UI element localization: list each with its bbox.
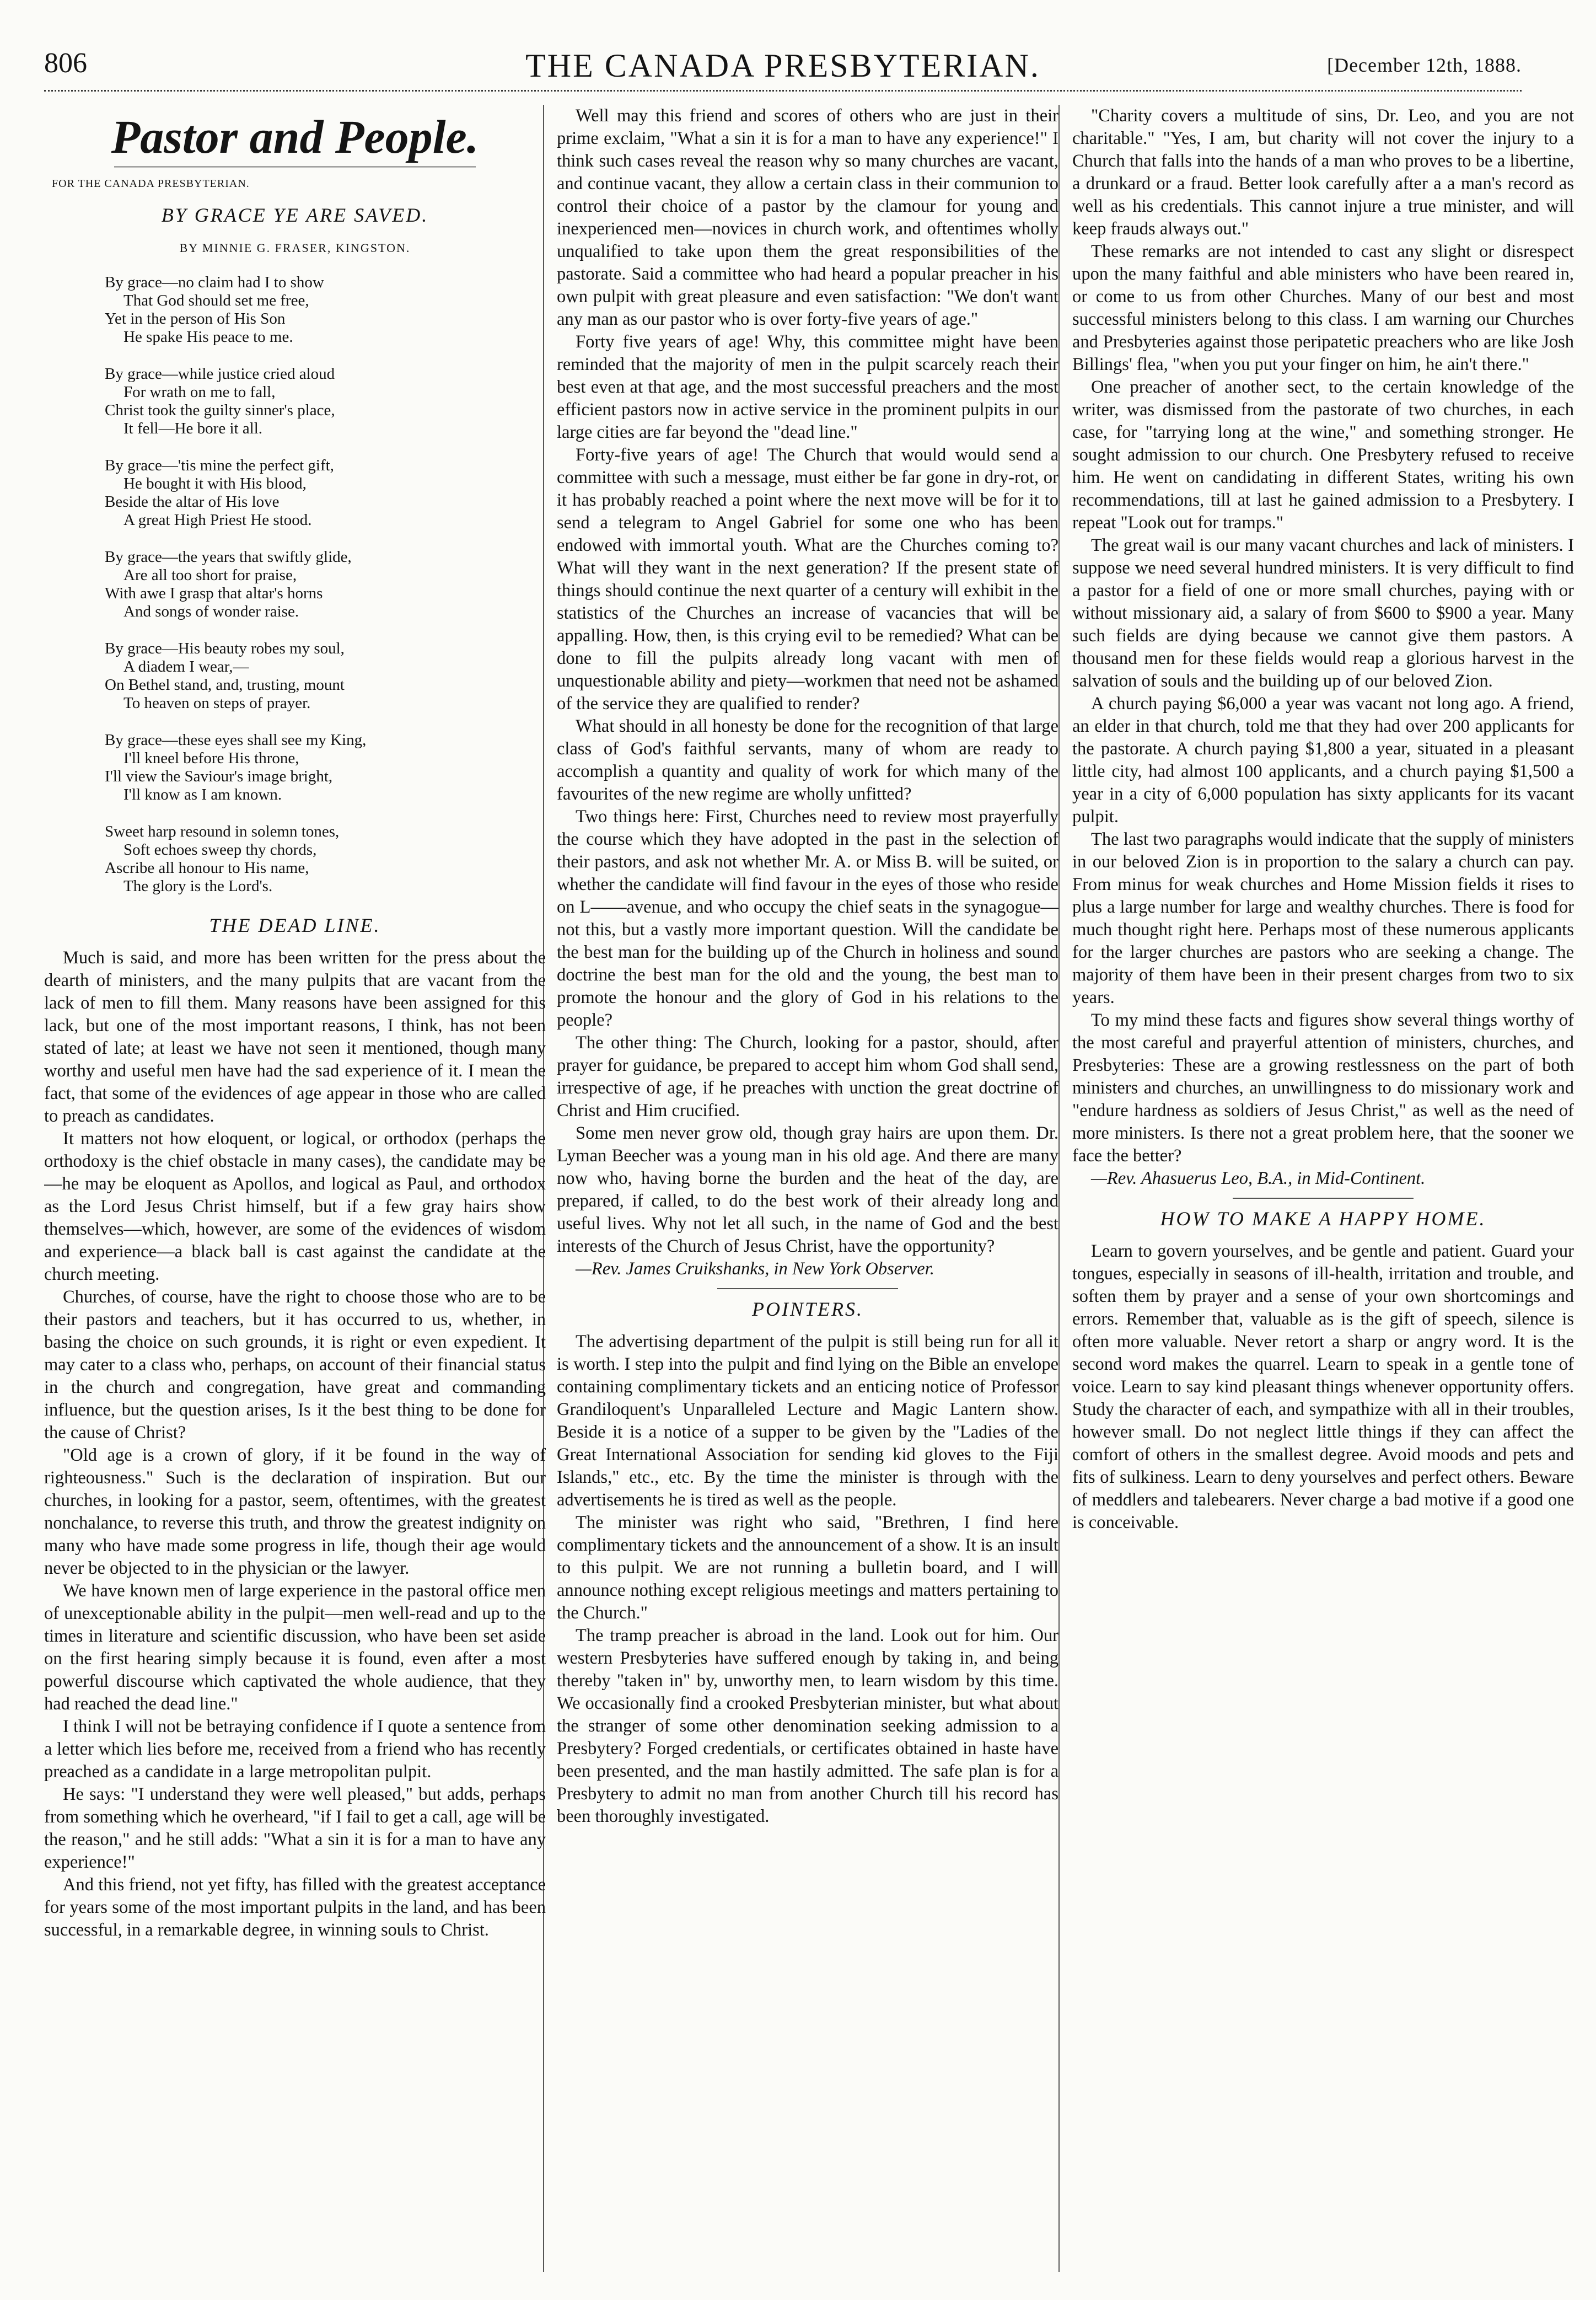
- masthead-title: THE CANADA PRESBYTERIAN.: [525, 47, 1040, 84]
- article-paragraph: To my mind these facts and figures show several things worthy of the most careful and prayerful attention of ministers, churches, and Presbyteries: These are a growing restlessness on the part of both ministers and churches, an unwillingness to do missionary work and "endure hardness as soldiers of Jesus Christ," as well as the need of more ministers. Is there not a great problem here, that the sooner we face the better?: [1072, 1010, 1574, 1166]
- article-paragraph: Learn to govern yourselves, and be gentle and patient. Guard your tongues, especially in seasons of ill-health, irritation and trouble, and soften them by prayer and a sense of your own shortcomings and errors. Remember that, valuable as is the gift of speech, silence is often more valuable. Never retort a sharp or angry word. It is the second word makes the quarrel. Learn to speak in a gentle tone of voice. Learn to say kind pleasant things whenever opportunity offers. Study the character of each, and sympathize with all in their troubles, however small. Do not neglect little things if they can affect the comfort of others in the smallest degree. Avoid moods and pets and fits of sulkiness. Learn to deny yourselves and perfect others. Beware of meddlers and talebearers. Never charge a bad motive if a good one is conceivable.: [1072, 1241, 1574, 1532]
- section-credit: FOR THE CANADA PRESBYTERIAN.: [52, 178, 250, 190]
- poem-line: For wrath on me to fall,: [123, 383, 276, 401]
- poem-line: By grace—these eyes shall see my King,: [105, 731, 367, 749]
- poem-line: He spake His peace to me.: [123, 328, 293, 346]
- poem-line: I'll view the Saviour's image bright,: [105, 768, 333, 785]
- poem-line: Sweet harp resound in solemn tones,: [105, 823, 340, 840]
- article-paragraph: "Charity covers a multitude of sins, Dr. Leo, and you are not charitable." "Yes, I am, but charity will not cover the injury to a Church that falls into the hands of a man who proves to be a libertine, a drunkard or a fraud. Better look carefully after a a man's record as well as his credentials. This cannot injure a true minister, and will keep frauds always out.": [1072, 106, 1574, 239]
- article-paragraph: It matters not how eloquent, or logical, or orthodox (perhaps the orthodoxy is the chief obstacle in many cases), the candidate may be—he may be eloquent as Apollos, and logical as Paul, and orthodox as the Lord Jesus Christ himself, but if a few gray hairs show themselves—which, however, are some of the evidences of wisdom and experience—a black ball is cast against the candidate at the church meeting.: [44, 1129, 546, 1284]
- poem-line: A great High Priest He stood.: [123, 511, 312, 529]
- poem-line: By grace—no claim had I to show: [105, 274, 324, 291]
- page-number: 806: [44, 47, 87, 79]
- poem-line: I'll kneel before His throne,: [123, 749, 299, 767]
- article-title-pointers: POINTERS.: [752, 1298, 863, 1320]
- article-paragraph: He says: "I understand they were well pleased," but adds, perhaps from something which he overheard, "if I fail to get a call, age will be the reason," and he still adds: "What a sin it is for a man to have any experience!": [44, 1784, 546, 1872]
- column-divider: [1058, 105, 1060, 2272]
- poem-stanza: [105, 823, 546, 896]
- poem-author: BY MINNIE G. FRASER, KINGSTON.: [179, 241, 411, 255]
- article-paragraph: "Old age is a crown of glory, if it be found in the way of righteousness." Such is the declaration of inspiration. But our churches, in looking for a pastor, seem, oftentimes, with the greatest nonchalance, to reverse this truth, and throw the greatest indignity on many who have made some progress in life, though their age would never be objected to in the physician or the lawyer.: [44, 1445, 546, 1578]
- column-2: [557, 105, 1058, 2272]
- poem-stanza: [105, 548, 546, 621]
- poem-line: Beside the altar of His love: [105, 493, 280, 511]
- article-paragraph: Some men never grow old, though gray hairs are upon them. Dr. Lyman Beecher was a young man in his old age. And there are many now who, having borne the burden and the heat of the day, are prepared, if called, to do the best work of their already long and useful lives. Why not let all such, in the name of God and the best interests of the Church of Jesus Christ, have the opportunity?: [557, 1123, 1058, 1256]
- poem-stanza: [105, 365, 546, 438]
- poem-line: To heaven on steps of prayer.: [123, 694, 311, 712]
- section-title: Pastor and People.: [111, 110, 479, 163]
- page-header: [44, 47, 1522, 91]
- header-rule: [44, 90, 1522, 92]
- article-paragraph: The advertising department of the pulpit is still being run for all it is worth. I step into the pulpit and find lying on the Bible an envelope containing complimentary tickets and an enticing notice of Professor Grandiloquent's Unparalleled Lecture and Magic Lantern show. Beside it is a notice of a supper to be given by the "Ladies of the Great International Association for sending kid gloves to the Fiji Islands," etc., etc. By the time the minister is through with the advertisements he is tired as well as the people.: [557, 1332, 1058, 1510]
- article-paragraph: A church paying $6,000 a year was vacant not long ago. A friend, an elder in that church, told me that they had over 200 applicants for the pastorate. A church paying $1,800 a year, situated in a pleasant little city, had almost 100 applicants, and a church paying $1,500 a year in a city of 6,000 population has sixty applicants for its vacant pulpit.: [1072, 694, 1574, 827]
- article-paragraph: What should in all honesty be done for the recognition of that large class of God's faithful servants, many of whom are ready to accomplish a quantity and quality of work for which many of the favourites of the new regime are wholly unfitted?: [557, 716, 1058, 804]
- article-paragraph: The last two paragraphs would indicate that the supply of ministers in our beloved Zion is in proportion to the salary a church can pay. From minus for weak churches and Home Mission fields it rises to plus a large number for large and wealthy churches. There is food for much thought right here. Perhaps most of these numerous applicants for the larger churches are pastors who are seeking a change. The majority of them have been in their present charges from two to six years.: [1072, 829, 1574, 1007]
- column-3: [1072, 105, 1574, 2272]
- poem-line: It fell—He bore it all.: [123, 420, 263, 437]
- article-paragraph: Much is said, and more has been written for the press about the dearth of ministers, and the many pulpits that are vacant from the lack of men to fill them. Many reasons have been assigned for this lack, but one of the most important reasons, I think, has not been stated of late; at least we have not seen it mentioned, though many worthy and useful men have had the sad experience of it. I mean the fact, that some of the evidences of age appear in those who are called to preach as candidates.: [44, 948, 546, 1126]
- poem-line: Ascribe all honour to His name,: [105, 859, 309, 877]
- poem-line: That God should set me free,: [123, 292, 309, 309]
- article-title-dead-line: THE DEAD LINE.: [209, 914, 381, 936]
- poem-line: He bought it with His blood,: [123, 475, 307, 492]
- article-paragraph: Forty five years of age! Why, this committee might have been reminded that the majority of men in the pulpit scarcely reach their best even at that age, and the most successful preachers and the most efficient pastors now in active service in the prominent pulpits in our large cities are far beyond the "dead line.": [557, 332, 1058, 442]
- article-paragraph: Churches, of course, have the right to choose those who are to be their pastors and teachers, but it has occurred to us, whether, in basing the choice on such grounds, it is right or even expedient. It may cater to a class who, perhaps, on account of their financial status in the church and congregation, have great and commanding influence, but the question arises, Is it the best thing to be done for the cause of Christ?: [44, 1287, 546, 1443]
- article-divider: [1233, 1198, 1414, 1199]
- poem-line: Soft echoes sweep thy chords,: [123, 841, 317, 859]
- poem-title: BY GRACE YE ARE SAVED.: [161, 204, 429, 226]
- section-rule: [114, 167, 475, 168]
- poem-line: On Bethel stand, and, trusting, mount: [105, 676, 345, 694]
- article-paragraph: Two things here: First, Churches need to review most prayerfully the course which they have adopted in the past in the selection of their pastors, and ask not whether Mr. A. or Miss B. will be suited, or whether the candidate will find favour in the eyes of those who reside on L——avenue, and who occupy the chief seats in the synagogue—not this, but a vastly more important question. Will the candidate be the best man for the building up of the Church in holiness and sound doctrine the best man for the old and the young, the best man to promote the honour and the glory of God in his relations to the people?: [557, 807, 1058, 1030]
- article-paragraph: Forty-five years of age! The Church that would would send a committee with such a message, must either be far gone in dry-rot, or it has probably reached a point where the next move will be for it to send a telegram to Angel Gabriel for some one who has been endowed with immortal youth. What are the Churches coming to? What will they want in the next generation? If the present state of things should continue the next quarter of a century will exhibit in the statistics of the Churches an increase of vacancies that will be appalling. How, then, is this crying evil to be remedied? What can be done to fill the pulpits already long vacant with men of unquestionable ability and piety—workmen that need not be ashamed of the service they are qualified to render?: [557, 445, 1058, 714]
- article-title-happy-home: HOW TO MAKE A HAPPY HOME.: [1160, 1208, 1486, 1230]
- poem-line: By grace—His beauty robes my soul,: [105, 640, 345, 657]
- article-paragraph: These remarks are not intended to cast any slight or disrespect upon the many faithful and able ministers who have been reared in, or come to us from other Churches. Many of our best and most successful ministers belong to this class. I am warning our Churches and Presbyteries against those peripatetic preachers who are like Josh Billings' flea, "when you put your finger on him, he ain't there.": [1072, 242, 1574, 374]
- article-paragraph: The minister was right who said, "Brethren, I find here complimentary tickets and the announcement of a show. It is an insult to this pulpit. We are not running a bulletin board, and I will announce nothing except religious meetings and matters pertaining to the Church.": [557, 1513, 1058, 1623]
- article-paragraph: The other thing: The Church, looking for a pastor, should, after prayer for guidance, be prepared to accept him whom God shall send, irrespective of age, if he preaches with unction the great doctrine of Christ and Him crucified.: [557, 1033, 1058, 1120]
- poem-line: Yet in the person of His Son: [105, 310, 286, 328]
- article-paragraph: We have known men of large experience in the pastoral office men of unexceptionable ability in the pulpit—men well-read and up to the times in literature and scientific discussion, who have been set aside on the first hearing simply because it is found, even after a most powerful discourse which captivated the whole audience, that they had reached the dead line.": [44, 1581, 546, 1714]
- poem-line: And songs of wonder raise.: [123, 603, 299, 620]
- poem-line: By grace—the years that swiftly glide,: [105, 548, 352, 566]
- article-paragraph: Well may this friend and scores of others who are just in their prime exclaim, "What a sin it is for a man to have any experience!" I think such cases reveal the reason why so many churches are vacant, and continue vacant, they allow a certain class in their communion to control their choice of a pastor by the clamour for young and inexperienced men—novices in church work, and oftentimes wholly unqualified to take upon them the great responsibilities of the pastorate. Said a committee who had heard a popular preacher in his own pulpit with great pleasure and even satisfaction: "We don't want any man as our pastor who is over forty-five years of age.": [557, 106, 1058, 329]
- article-paragraph: One preacher of another sect, to the certain knowledge of the writer, was dismissed from the pastorate of two churches, in each case, for "tarrying long at the wine," and something stronger. He sought admission to our church. One Presbytery refused to receive him. He went on candidating in different States, writing his own recommendations, till at last he gained admission to a Presbytery. I repeat "Look out for tramps.": [1072, 377, 1574, 533]
- poem-line: I'll know as I am known.: [123, 786, 282, 803]
- poem-line: Are all too short for praise,: [123, 566, 297, 584]
- poem-line: With awe I grasp that altar's horns: [105, 585, 323, 602]
- poem-line: By grace—while justice cried aloud: [105, 365, 335, 383]
- poem-line: By grace—'tis mine the perfect gift,: [105, 457, 334, 474]
- article-divider: [717, 1288, 898, 1289]
- poem-line: The glory is the Lord's.: [123, 877, 273, 895]
- article-paragraph: The great wail is our many vacant churches and lack of ministers. I suppose we need several hundred ministers. It is very difficult to find a pastor for a field of one or more small churches, paying with or without missionary aid, a salary of from $600 to $900 a year. Many such fields are dying because we cannot give them pastors. A thousand men for these fields would reap a glorious harvest in the salvation of souls and the building up of our beloved Zion.: [1072, 535, 1574, 691]
- poem-stanza: [105, 274, 546, 346]
- article-signature: —Rev. James Cruikshanks, in New York Observer.: [576, 1259, 934, 1279]
- poem-stanza: [105, 457, 546, 529]
- article-signature: —Rev. Ahasuerus Leo, B.A., in Mid-Continent.: [1091, 1168, 1426, 1188]
- poem-body: [105, 274, 546, 896]
- issue-date: [December 12th, 1888.: [1327, 54, 1522, 76]
- poem-line: A diadem I wear,—: [123, 658, 249, 675]
- poem-stanza: [105, 731, 546, 804]
- article-paragraph: I think I will not be betraying confidence if I quote a sentence from a letter which lies before me, received from a friend who has recently preached as a candidate in a large metropolitan pulpit.: [44, 1717, 546, 1782]
- poem-line: Christ took the guilty sinner's place,: [105, 401, 335, 419]
- article-paragraph: And this friend, not yet fifty, has filled with the greatest acceptance for years some of the most important pulpits in the land, and has been successful, in a remarkable degree, in winning souls to Christ.: [44, 1875, 546, 1940]
- column-1: [44, 105, 546, 2272]
- article-paragraph: The tramp preacher is abroad in the land. Look out for him. Our western Presbyteries have suffered enough by taking in, and being thereby "taken in" by, unworthy men, to learn wisdom by this time. We occasionally find a crooked Presbyterian minister, but what about the stranger of some other denomination seeking admission to a Presbytery? Forged credentials, or certificates obtained in haste have been presented, and the man hastily admitted. The safe plan is for a Presbytery to admit no man from another Church till his record has been thoroughly investigated.: [557, 1626, 1058, 1826]
- poem-stanza: [105, 640, 546, 712]
